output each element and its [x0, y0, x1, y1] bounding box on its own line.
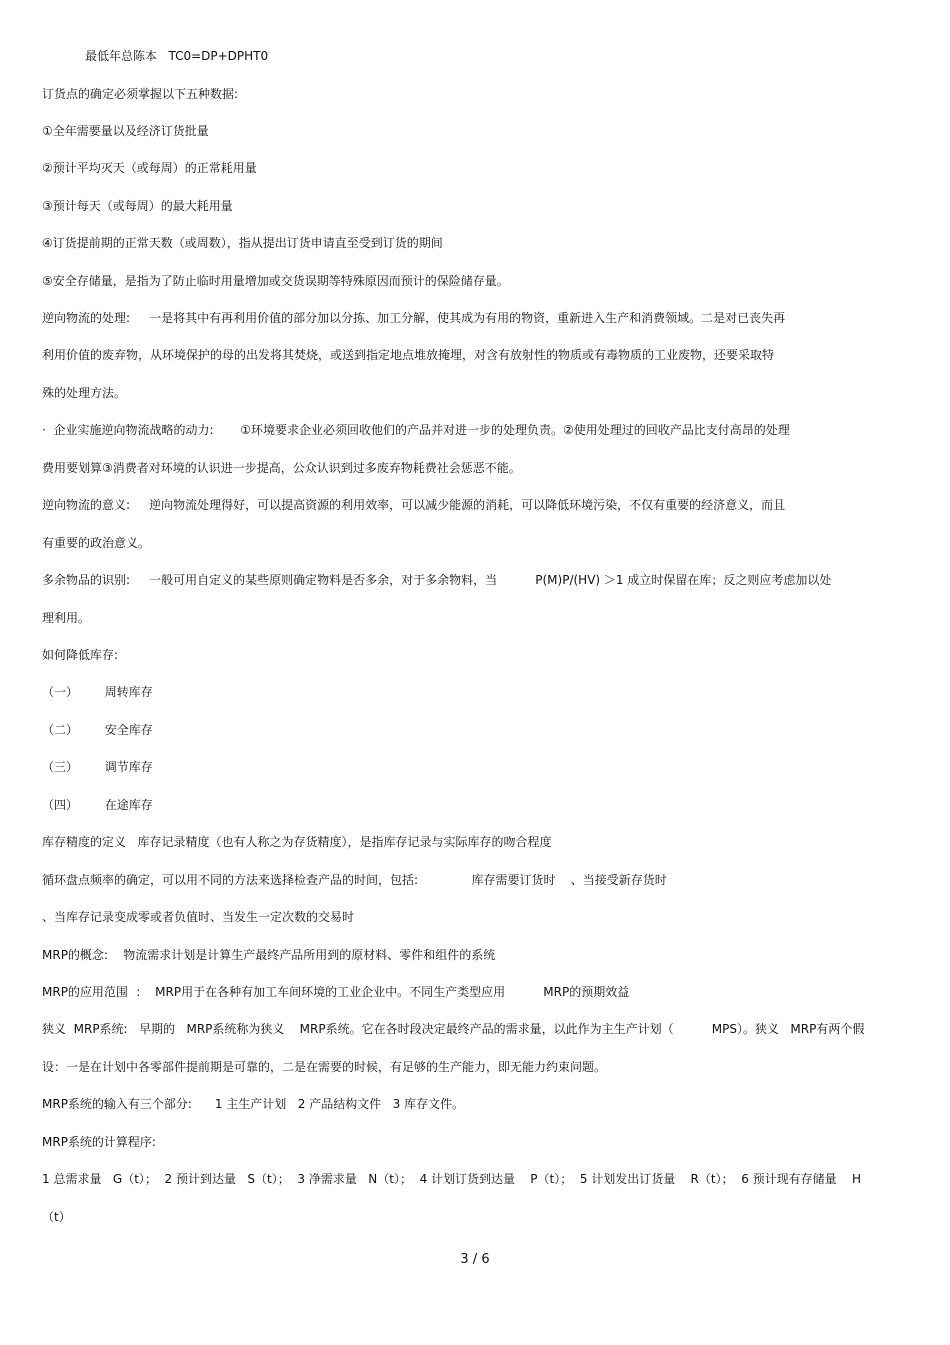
- page-number: 3 / 6: [460, 1252, 490, 1267]
- text-line-mrp-concept: MRP的概念: 物流需求计划是计算生产最终产品所用到的原材料、零件和组件的系统: [42, 948, 496, 962]
- text-line-accuracy: 库存精度的定义 库存记录精度（也有人称之为存货精度），是指库存记录与实际库存的吻合程度: [42, 835, 552, 849]
- text-line-mrp-steps-2: （t）: [42, 1210, 71, 1224]
- text-line-inventory-1: （一） 周转库存: [42, 685, 153, 699]
- text-line-narrow-mrp-2: 设：一是在计划中各零部件提前期是可靠的，二是在需要的时候，有足够的生产能力，即无能力约束问题。: [42, 1060, 607, 1074]
- text-line-reverse-logistics-3: 殊的处理方法。: [42, 386, 127, 400]
- text-line-mrp-procedure: MRP系统的计算程序:: [42, 1135, 156, 1149]
- text-line-inventory-2: （二） 安全库存: [42, 723, 153, 737]
- text-line-cycle-count-1: 循环盘点频率的确定，可以用不同的方法来选择检查产品的时间，包括: 库存需要订货时 、当接受新存货时: [42, 873, 667, 887]
- text-line-motivation-2: 费用要划算③消费者对环境的认识进一步提高，公众认识到过多废弃物耗费社会惩恶不能。: [42, 461, 521, 475]
- text-line-surplus-2: 理利用。: [42, 611, 91, 625]
- text-line-order-point: 订货点的确定必须掌握以下五种数据:: [42, 87, 239, 101]
- text-line-mrp-steps-1: 1 总需求量 G（t）； 2 预计到达量 S（t）； 3 净需求量 N（t）； 4 计划订货到达量 P（t）； 5 计划发出订货量 R（t）； 6 预计现有存储量 H: [42, 1172, 861, 1186]
- text-line-mrp-input: MRP系统的输入有三个部分: 1 主生产计划 2 产品结构文件 3 库存文件。: [42, 1097, 465, 1111]
- text-line-reverse-logistics-1: 逆向物流的处理: 一是将其中有再利用价值的部分加以分拣、加工分解，使其成为有用的物资，重新进入生产和消费领域。二是对已丧失再: [42, 311, 786, 325]
- text-line-item-3: ③预计每天（或每周）的最大耗用量: [42, 199, 233, 213]
- text-line-surplus-1: 多余物品的识别: 一般可用自定义的某些原则确定物料是否多余，对于多余物料，当 P(M)P/(HV) ＞1 成立时保留在库；反之则应考虑加以处: [42, 573, 832, 587]
- text-line-cycle-count-2: 、当库存记录变成零或者负值时、当发生一定次数的交易时: [42, 910, 355, 924]
- text-line-min-total-cost: 最低年总陈本 TC0=DP+DPHT0: [85, 49, 269, 63]
- text-line-item-2: ②预计平均灭天（或每周）的正常耗用量: [42, 161, 257, 175]
- text-line-significance-2: 有重要的政治意义。: [42, 536, 151, 550]
- text-line-reverse-logistics-2: 利用价值的废弃物，从环境保护的母的出发将其焚烧，或送到指定地点堆放掩埋，对含有放射性的物质或有毒物质的工业废物，还要采取特: [42, 348, 775, 362]
- text-line-significance-1: 逆向物流的意义: 逆向物流处理得好，可以提高资源的利用效率，可以减少能源的消耗，可以降低环境污染，不仅有重要的经济意义，而且: [42, 498, 786, 512]
- text-line-reduce-inventory: 如何降低库存:: [42, 648, 119, 662]
- text-line-motivation-1: · 企业实施逆向物流战略的动力: ①环境要求企业必须回收他们的产品并对进一步的处理负责。②使用处理过的回收产品比支付高昂的处理: [42, 423, 790, 437]
- text-line-item-5: ⑤安全存储量，是指为了防止临时用量增加或交货误期等特殊原因而预计的保险储存量。: [42, 274, 509, 288]
- text-line-item-1: ①全年需要量以及经济订货批量: [42, 124, 209, 138]
- text-line-mrp-scope: MRP的应用范围 ： MRP用于在各种有加工车间环境的工业企业中。不同生产类型应用 MRP的预期效益: [42, 985, 630, 999]
- text-line-item-4: ④订货提前期的正常天数（或周数），指从提出订货申请直至受到订货的期间: [42, 236, 443, 250]
- text-line-narrow-mrp-1: 狭义 MRP系统: 早期的 MRP系统称为狭义 MRP系统。它在各时段决定最终产品的需求量，以此作为主生产计划（ MPS）。狭义 MRP有两个假: [42, 1022, 865, 1036]
- text-line-inventory-4: （四） 在途库存: [42, 798, 153, 812]
- text-line-inventory-3: （三） 调节库存: [42, 760, 153, 774]
